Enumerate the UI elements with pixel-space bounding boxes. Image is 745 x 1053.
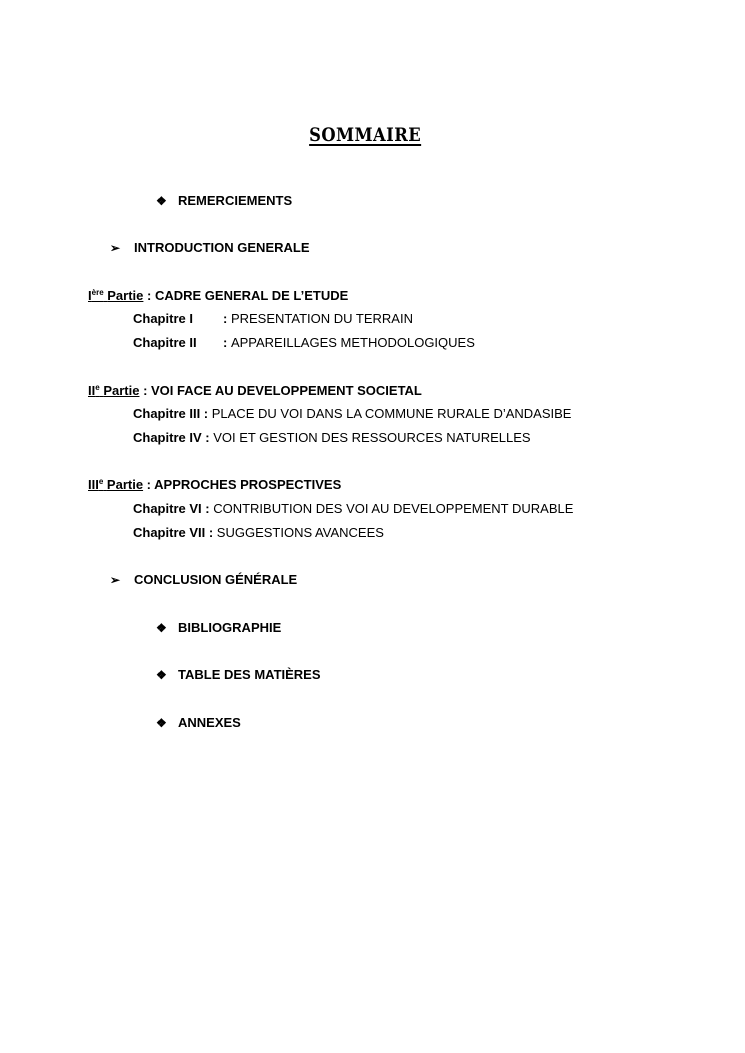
toc-part-1[interactable]	[88, 288, 348, 304]
toc-chapter-6[interactable]	[133, 501, 573, 517]
toc-part-3[interactable]	[88, 477, 341, 493]
part-separator: :	[139, 383, 152, 398]
toc-item-label: CONCLUSION GÉNÉRALE	[134, 572, 298, 587]
part-number: IIIe Partie	[88, 477, 144, 492]
toc-chapter-7[interactable]	[133, 525, 384, 541]
toc-chapter-1[interactable]	[133, 311, 413, 327]
part-title: APPROCHES PROSPECTIVES	[154, 477, 342, 492]
chapter-title: CONTRIBUTION DES VOI AU DEVELOPPEMENT DURABLE	[213, 501, 574, 516]
chapter-label: Chapitre II	[133, 335, 197, 350]
arrow-bullet-icon: ➢	[110, 573, 121, 587]
chapter-label: Chapitre I	[133, 311, 193, 326]
chapter-label: Chapitre IV :	[133, 430, 214, 445]
toc-part-2[interactable]	[88, 383, 422, 399]
part-title: CADRE GENERAL DE L’ETUDE	[154, 288, 349, 303]
chapter-label: Chapitre VI :	[133, 501, 214, 516]
toc-item-label: BIBLIOGRAPHIE	[178, 620, 282, 635]
toc-item-bibliographie[interactable]	[156, 620, 281, 636]
toc-chapter-2[interactable]	[133, 335, 475, 351]
toc-item-table-matieres[interactable]	[156, 667, 321, 683]
toc-item-introduction[interactable]	[110, 240, 310, 256]
part-number: IIe Partie	[88, 383, 140, 398]
chapter-title: SUGGESTIONS AVANCEES	[216, 525, 384, 540]
part-separator: :	[143, 477, 155, 492]
chapter-separator: :	[223, 335, 231, 350]
chapter-label: Chapitre VII :	[133, 525, 217, 540]
chapter-label: Chapitre III :	[133, 406, 212, 421]
toc-item-conclusion[interactable]	[110, 572, 297, 588]
toc-item-label: INTRODUCTION GENERALE	[134, 240, 310, 255]
toc-chapter-4[interactable]	[133, 430, 531, 446]
toc-item-remerciements[interactable]	[156, 193, 292, 209]
chapter-separator: :	[223, 311, 231, 326]
toc-item-label: TABLE DES MATIÈRES	[178, 667, 321, 682]
diamond-bullet-icon: ❖	[156, 194, 167, 208]
toc-item-label: ANNEXES	[178, 715, 241, 730]
chapter-title: APPAREILLAGES METHODOLOGIQUES	[230, 335, 475, 350]
toc-item-annexes[interactable]	[156, 715, 241, 731]
page-title	[0, 124, 730, 146]
part-title: VOI FACE AU DEVELOPPEMENT SOCIETAL	[151, 383, 422, 398]
part-separator: :	[143, 288, 155, 303]
diamond-bullet-icon: ❖	[156, 621, 167, 635]
page-title-text: SOMMAIRE	[308, 124, 422, 146]
chapter-title: PRESENTATION DU TERRAIN	[230, 311, 413, 326]
arrow-bullet-icon: ➢	[110, 241, 121, 255]
chapter-title: PLACE DU VOI DANS LA COMMUNE RURALE D’ANDASIBE	[211, 406, 572, 421]
diamond-bullet-icon: ❖	[156, 668, 167, 682]
part-number: Ière Partie	[88, 288, 144, 303]
chapter-title: VOI ET GESTION DES RESSOURCES NATURELLES	[213, 430, 531, 445]
toc-item-label: REMERCIEMENTS	[178, 193, 293, 208]
diamond-bullet-icon: ❖	[156, 716, 167, 730]
toc-chapter-3[interactable]	[133, 406, 571, 422]
